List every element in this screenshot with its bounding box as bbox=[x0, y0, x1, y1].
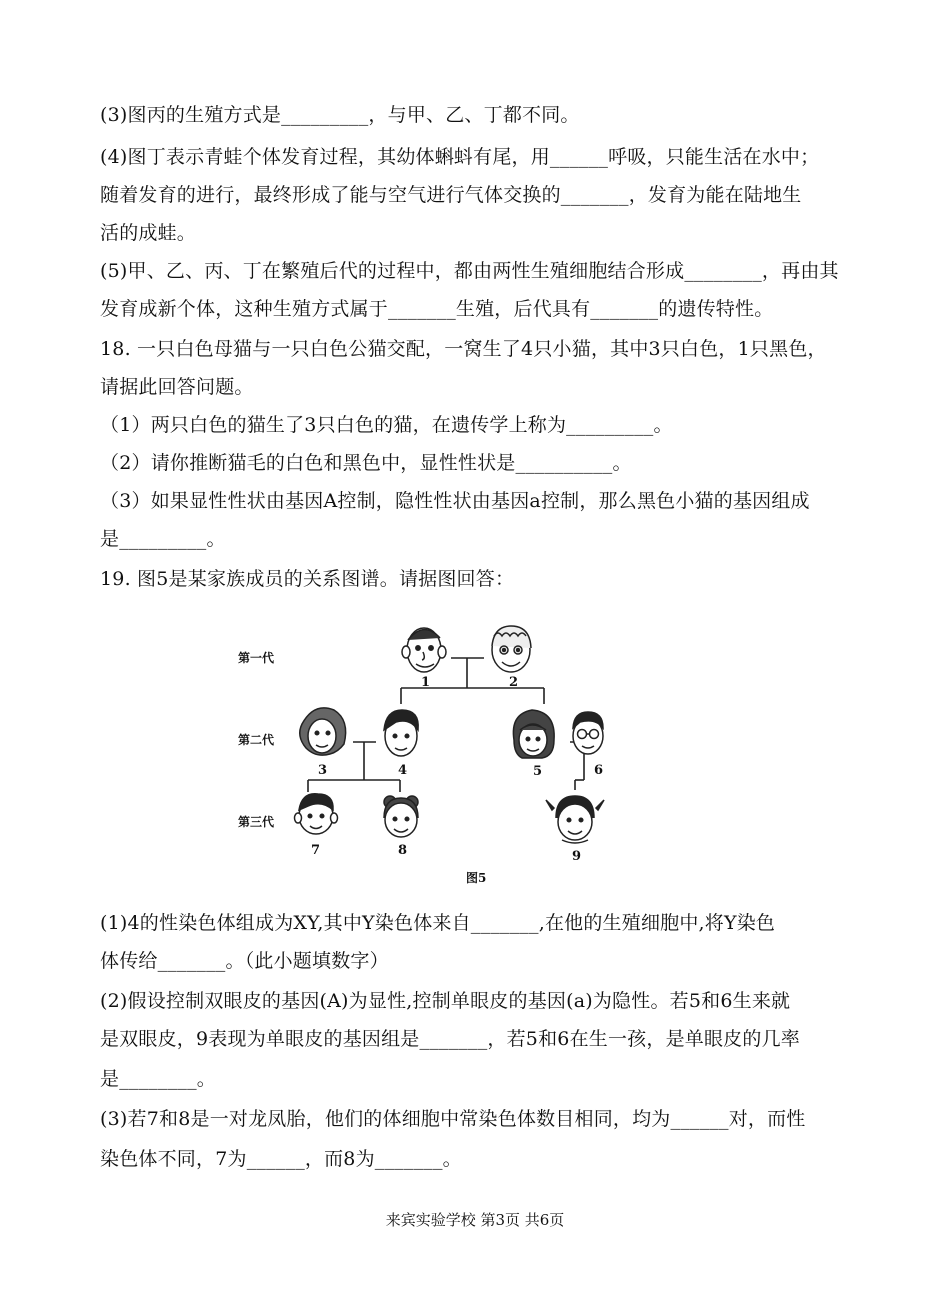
text-line: (5)甲、乙、丙、丁在繁殖后代的过程中，都由两性生殖细胞结合形成________，再由其 bbox=[100, 260, 839, 282]
q17-part5-line1 bbox=[100, 258, 860, 284]
page-footer: 来宾实验学校 第3页 共6页 bbox=[385, 1211, 565, 1229]
q19-part2-line3 bbox=[100, 1066, 860, 1092]
text-line: 体传给_______。（此小题填数字） bbox=[100, 950, 389, 972]
q17-part5-line2 bbox=[100, 296, 860, 322]
q18-stem-line2 bbox=[100, 374, 860, 400]
q19-part3-line1 bbox=[100, 1106, 860, 1132]
text-line: (4)图丁表示青蛙个体发育过程，其幼体蝌蚪有尾，用______呼吸，只能生活在水中； bbox=[100, 146, 820, 168]
member-number: 7 bbox=[311, 843, 321, 858]
person-1-grandfather-face bbox=[402, 628, 446, 672]
member-number: 5 bbox=[533, 764, 543, 779]
q18-stem-line1 bbox=[100, 336, 860, 362]
text-line: 发育成新个体，这种生殖方式属于_______生殖，后代具有_______的遗传特性。 bbox=[100, 298, 774, 320]
q19-part1-line1 bbox=[100, 910, 860, 936]
q19-stem bbox=[100, 566, 860, 592]
member-number: 9 bbox=[572, 849, 582, 864]
person-2-grandmother-face bbox=[492, 626, 531, 672]
text-line: 活的成蛙。 bbox=[100, 222, 197, 244]
q18-part3-line2 bbox=[100, 526, 860, 552]
text-line: （2）请你推断猫毛的白色和黑色中，显性性状是__________。 bbox=[100, 452, 632, 474]
text-line: 19. 图5是某家族成员的关系图谱。请据图回答： bbox=[100, 568, 515, 590]
text-line: (3)若7和8是一对龙凤胎，他们的体细胞中常染色体数目相同，均为______对，而性 bbox=[100, 1108, 806, 1130]
q17-part3 bbox=[100, 102, 860, 128]
figure-caption: 图5 bbox=[466, 871, 487, 885]
text-line: 染色体不同，7为______，而8为_______。 bbox=[100, 1148, 462, 1170]
text-line: 随着发育的进行，最终形成了能与空气进行气体交换的_______，发育为能在陆地生 bbox=[100, 184, 802, 206]
text-line: 是_________。 bbox=[100, 528, 226, 550]
text-line: (2)假设控制双眼皮的基因(A)为显性,控制单眼皮的基因(a)为隐性。若5和6生来就 bbox=[100, 990, 791, 1012]
family-pedigree-figure bbox=[226, 612, 606, 894]
member-number: 6 bbox=[594, 763, 604, 778]
q18-part1 bbox=[100, 412, 860, 438]
q19-part2-line2 bbox=[100, 1026, 860, 1052]
text-line: (3)图丙的生殖方式是_________，与甲、乙、丁都不同。 bbox=[100, 104, 580, 126]
generation-label: 第一代 bbox=[238, 651, 275, 665]
member-number: 4 bbox=[398, 763, 408, 778]
person-4-man-face bbox=[384, 710, 418, 756]
q17-part4-line1 bbox=[100, 144, 860, 170]
text-line: 是________。 bbox=[100, 1068, 217, 1090]
text-line: 是双眼皮，9表现为单眼皮的基因组是_______，若5和6在生一孩，是单眼皮的几率 bbox=[100, 1028, 800, 1050]
person-5-woman-face bbox=[513, 710, 554, 758]
q19-part1-line2 bbox=[100, 948, 860, 974]
member-number: 8 bbox=[398, 843, 408, 858]
q18-part2 bbox=[100, 450, 860, 476]
person-7-boy-face bbox=[295, 794, 338, 834]
person-8-girl-face bbox=[384, 796, 418, 837]
text-line: (1)4的性染色体组成为XY,其中Y染色体来自_______,在他的生殖细胞中,将Y染色 bbox=[100, 912, 776, 934]
q18-part3-line1 bbox=[100, 488, 860, 514]
generation-label: 第二代 bbox=[238, 733, 275, 747]
generation-label: 第三代 bbox=[238, 815, 275, 829]
q17-part4-line3 bbox=[100, 220, 860, 246]
text-line: 18. 一只白色母猫与一只白色公猫交配，一窝生了4只小猫，其中3只白色，1只黑色， bbox=[100, 338, 827, 360]
person-3-woman-face bbox=[300, 708, 346, 755]
person-6-face bbox=[573, 712, 603, 754]
q17-part4-line2 bbox=[100, 182, 860, 208]
member-number: 2 bbox=[509, 675, 519, 690]
person-9-girl-face bbox=[546, 796, 604, 843]
text-line: （1）两只白色的猫生了3只白色的猫，在遗传学上称为_________。 bbox=[100, 414, 673, 436]
member-number: 1 bbox=[421, 675, 431, 690]
text-line: 请据此回答问题。 bbox=[100, 376, 254, 398]
q19-part3-line2 bbox=[100, 1146, 860, 1172]
q19-part2-line1 bbox=[100, 988, 860, 1014]
member-number: 3 bbox=[318, 763, 328, 778]
text-line: （3）如果显性性状由基因A控制，隐性性状由基因a控制，那么黑色小猫的基因组成 bbox=[100, 490, 810, 512]
